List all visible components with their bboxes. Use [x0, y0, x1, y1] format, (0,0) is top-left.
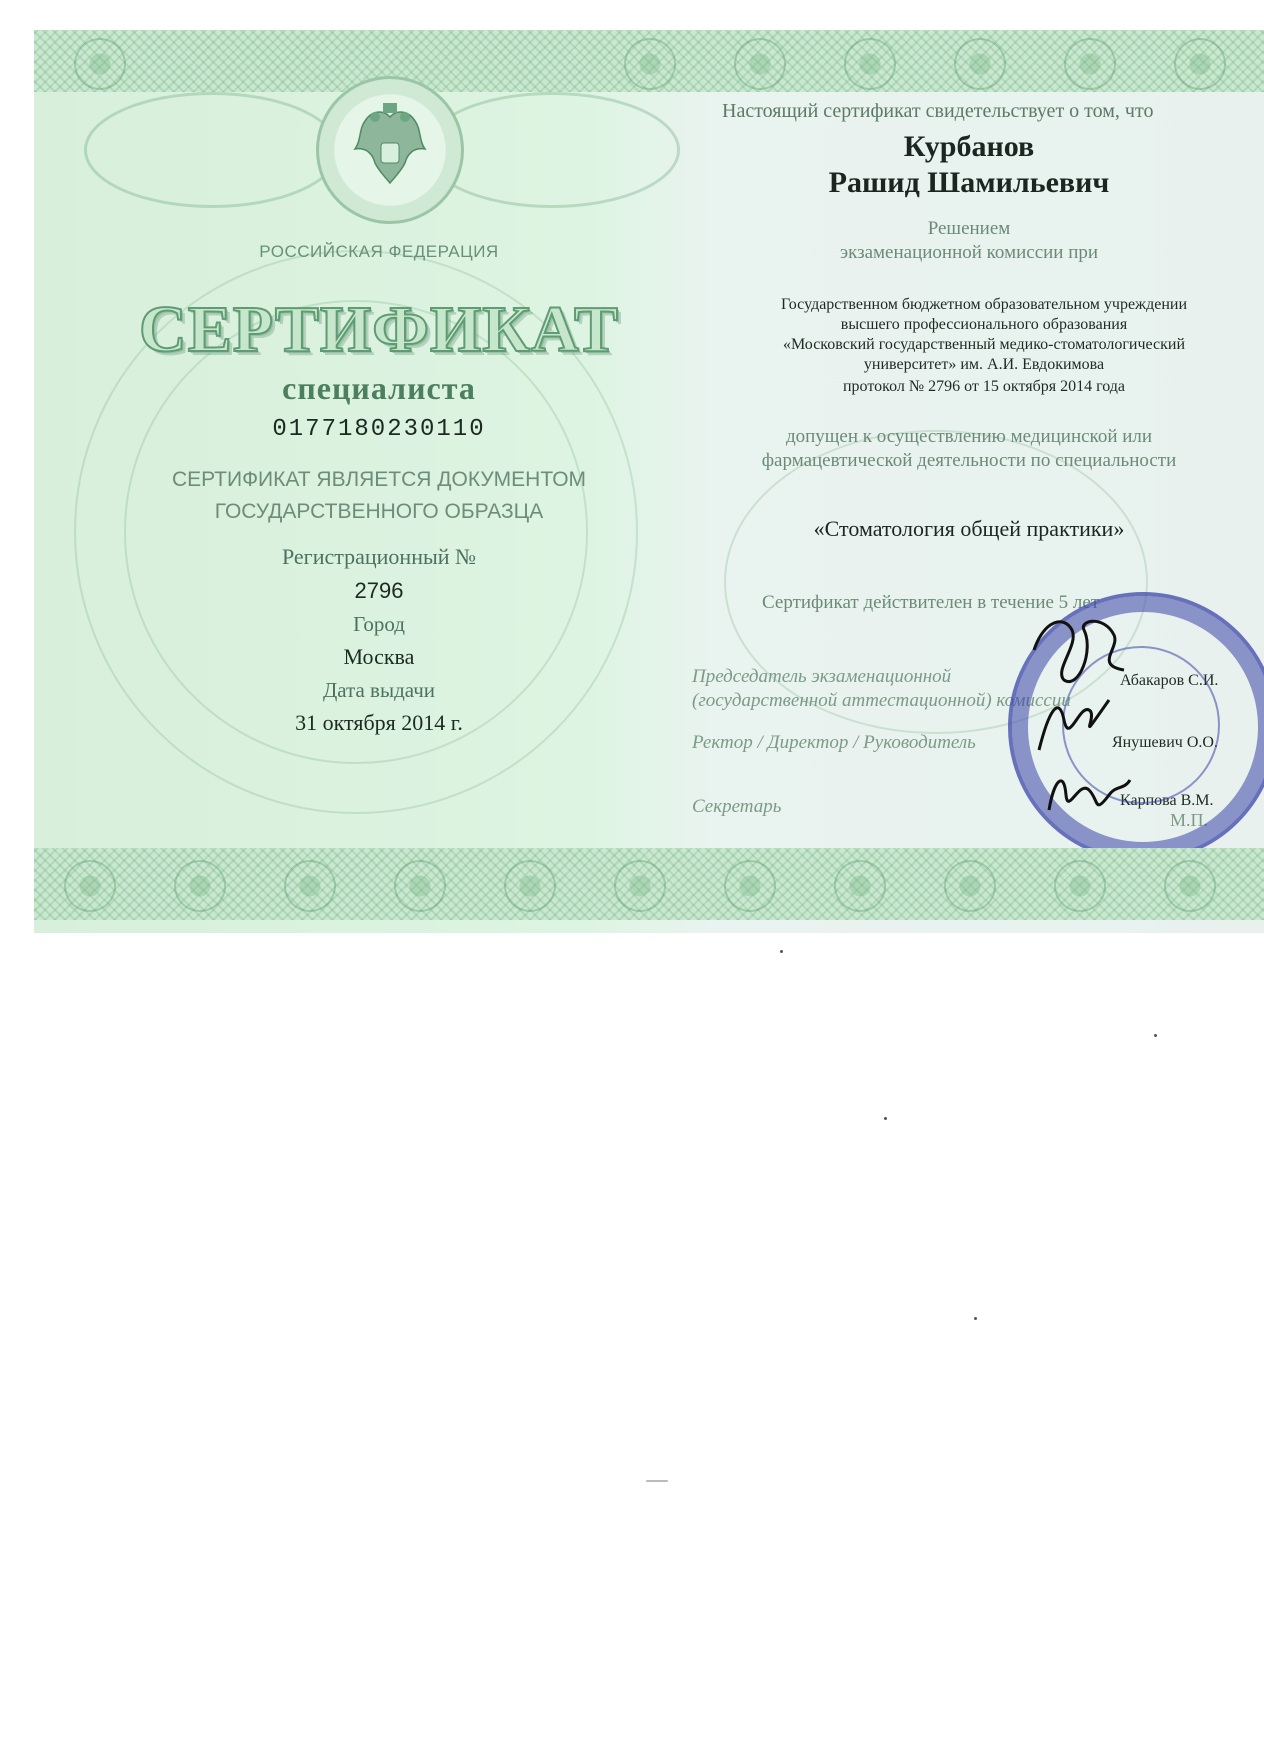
- institution-line4: университет» им. А.И. Евдокимова: [863, 356, 1105, 373]
- document-note-line1: СЕРТИФИКАТ ЯВЛЯЕТСЯ ДОКУМЕНТОМ: [171, 468, 587, 491]
- holder-surname: Курбанов: [903, 130, 1035, 163]
- institution-line2: высшего профессионального образования: [840, 316, 1128, 333]
- chairman-signature: [1024, 610, 1134, 690]
- validity-text: Сертификат действителен в течение 5 лет: [762, 592, 1100, 613]
- scan-speck: [974, 1317, 977, 1320]
- scan-speck: [884, 1117, 887, 1120]
- secretary-label: Секретарь: [692, 796, 782, 817]
- rector-label: Ректор / Директор / Руководитель: [692, 732, 976, 753]
- rosette-ornament: [284, 860, 336, 912]
- rosette-ornament: [724, 860, 776, 912]
- rosette-ornament: [614, 860, 666, 912]
- admitted-line2: фармацевтической деятельности по специальности: [761, 450, 1177, 471]
- rector-name: Янушевич О.О.: [1112, 734, 1218, 751]
- secretary-name: Карпова В.М.: [1120, 792, 1214, 809]
- document-note-line2: ГОСУДАРСТВЕННОГО ОБРАЗЦА: [214, 500, 544, 523]
- emblem-area: [84, 62, 674, 232]
- chairman-name: Абакаров С.И.: [1120, 672, 1219, 689]
- registration-label: Регистрационный №: [281, 544, 477, 569]
- chairman-label-line2: (государственной аттестационной) комиссии: [692, 690, 1071, 711]
- rosette-ornament: [1174, 38, 1226, 90]
- country-label: РОССИЙСКАЯ ФЕДЕРАЦИЯ: [259, 242, 499, 261]
- bottom-ornament-band: [34, 848, 1264, 920]
- certificate-number: 0177180230110: [272, 416, 486, 443]
- ornament-loop: [84, 92, 340, 208]
- certificate-subtitle: специалиста: [282, 370, 476, 406]
- registration-number: 2796: [354, 578, 404, 603]
- scan-speck: [780, 950, 783, 953]
- admitted-line1: допущен к осуществлению медицинской или: [785, 426, 1153, 447]
- decision-line1: Решением: [927, 218, 1011, 239]
- protocol-text: протокол № 2796 от 15 октября 2014 года: [842, 378, 1126, 395]
- rosette-ornament: [64, 860, 116, 912]
- rector-signature: [1034, 690, 1114, 760]
- coat-of-arms-emblem: [316, 76, 464, 224]
- rosette-ornament: [944, 860, 996, 912]
- rosette-ornament: [1064, 38, 1116, 90]
- specialty-text: «Стоматология общей практики»: [813, 516, 1125, 541]
- city-label: Город: [353, 612, 405, 636]
- rosette-ornament: [174, 860, 226, 912]
- double-headed-eagle-icon: [345, 99, 435, 199]
- issue-date-value: 31 октября 2014 г.: [295, 710, 463, 735]
- rosette-ornament: [1054, 860, 1106, 912]
- city-value: Москва: [343, 644, 415, 669]
- intro-text: Настоящий сертификат свидетельствует о том, что: [722, 100, 1154, 122]
- rosette-ornament: [954, 38, 1006, 90]
- secretary-signature: [1044, 760, 1134, 820]
- chairman-label-line1: Председатель экзаменационной: [692, 666, 952, 687]
- rosette-ornament: [504, 860, 556, 912]
- institution-line3: «Московский государственный медико-стоматологический: [782, 336, 1186, 353]
- rosette-ornament: [394, 860, 446, 912]
- seal-place-label: М.П.: [1170, 810, 1209, 830]
- issue-date-label: Дата выдачи: [322, 678, 436, 702]
- holder-given-names: Рашид Шамильевич: [828, 166, 1110, 199]
- institution-line1: Государственном бюджетном образовательном учреждении: [780, 296, 1188, 313]
- certificate: [34, 30, 1264, 933]
- rosette-ornament: [1164, 860, 1216, 912]
- rosette-ornament: [734, 38, 786, 90]
- scan-speck: [646, 1480, 668, 1482]
- rosette-ornament: [844, 38, 896, 90]
- certificate-title: СЕРТИФИКАТ: [139, 293, 619, 366]
- rosette-ornament: [834, 860, 886, 912]
- decision-line2: экзаменационной комиссии при: [839, 242, 1099, 263]
- scan-speck: [1154, 1034, 1157, 1037]
